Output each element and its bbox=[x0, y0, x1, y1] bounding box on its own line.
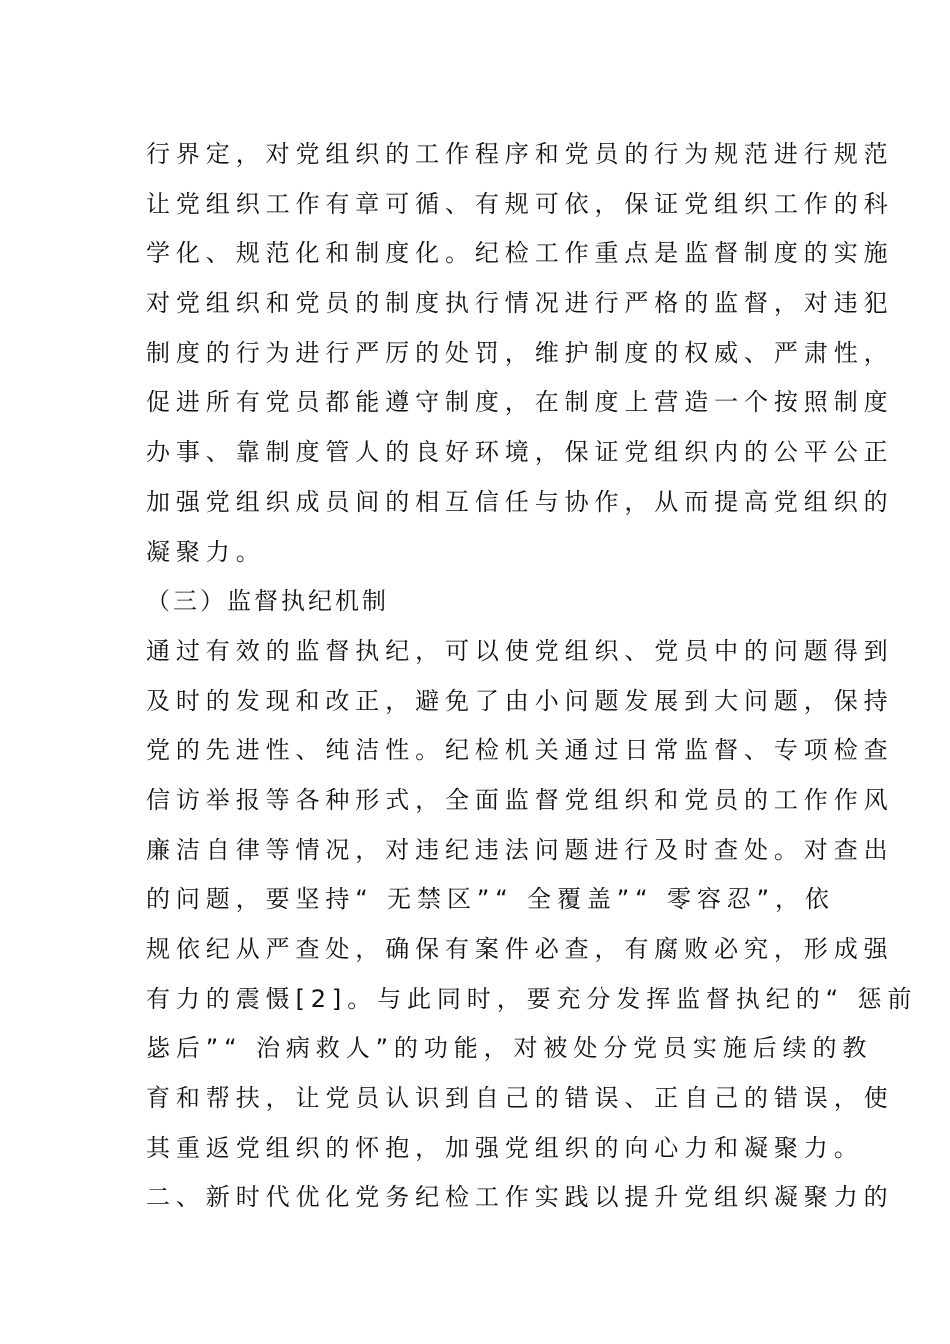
paragraph-line: 规依纪从严查处，确保有案件必查，有腐败必究，形成强 bbox=[146, 935, 894, 963]
paragraph-line: 加强党组织成员间的相互信任与协作，从而提高党组织的 bbox=[146, 487, 894, 516]
paragraph-line: 让党组织工作有章可循、有规可依，保证党组织工作的科 bbox=[146, 189, 894, 218]
paragraph-line: 及时的发现和改正，避免了由小问题发展到大问题，保持 bbox=[146, 686, 894, 715]
paragraph-line: 通过有效的监督执纪，可以使党组织、党员中的问题得到 bbox=[146, 636, 894, 665]
document-body bbox=[146, 134, 918, 1227]
paragraph-line: 信访举报等各种形式，全面监督党组织和党员的工作作风 bbox=[146, 785, 894, 814]
paragraph-line: 凝聚力。 bbox=[146, 537, 266, 566]
section-heading: 二、新时代优化党务纪检工作实践以提升党组织凝聚力的 bbox=[146, 1183, 894, 1212]
paragraph-line: 有力的震慑[2]。与此同时，要充分发挥监督执纪的“ 惩前 bbox=[146, 984, 918, 1013]
paragraph-line: 的问题，要坚持“ 无禁区”“ 全覆盖”“ 零容忍”，依 bbox=[146, 885, 835, 914]
paragraph-line: 学化、规范化和制度化。纪检工作重点是监督制度的实施 bbox=[146, 239, 894, 268]
paragraph-line: 廉洁自律等情况，对违纪违法问题进行及时查处。对查出 bbox=[146, 835, 894, 864]
paragraph-line: 育和帮扶，让党员认识到自己的错误、正自己的错误，使 bbox=[146, 1084, 894, 1113]
paragraph-line: 制度的行为进行严厉的处罚，维护制度的权威、严肃性， bbox=[146, 338, 894, 367]
paragraph-line: 对党组织和党员的制度执行情况进行严格的监督，对违犯 bbox=[146, 289, 894, 318]
paragraph-line: 毖后”“ 治病救人”的功能，对被处分党员实施后续的教 bbox=[146, 1034, 873, 1063]
paragraph-line: 行界定，对党组织的工作程序和党员的行为规范进行规范 bbox=[146, 140, 894, 168]
paragraph-line: 党的先进性、纯洁性。纪检机关通过日常监督、专项检查 bbox=[146, 736, 894, 765]
section-heading: （三）监督执纪机制 bbox=[146, 587, 389, 616]
paragraph-line: 办事、靠制度管人的良好环境，保证党组织内的公平公正 bbox=[146, 438, 894, 467]
paragraph-line: 其重返党组织的怀抱，加强党组织的向心力和凝聚力。 bbox=[146, 1133, 864, 1162]
paragraph-line: 促进所有党员都能遵守制度，在制度上营造一个按照制度 bbox=[146, 388, 894, 417]
